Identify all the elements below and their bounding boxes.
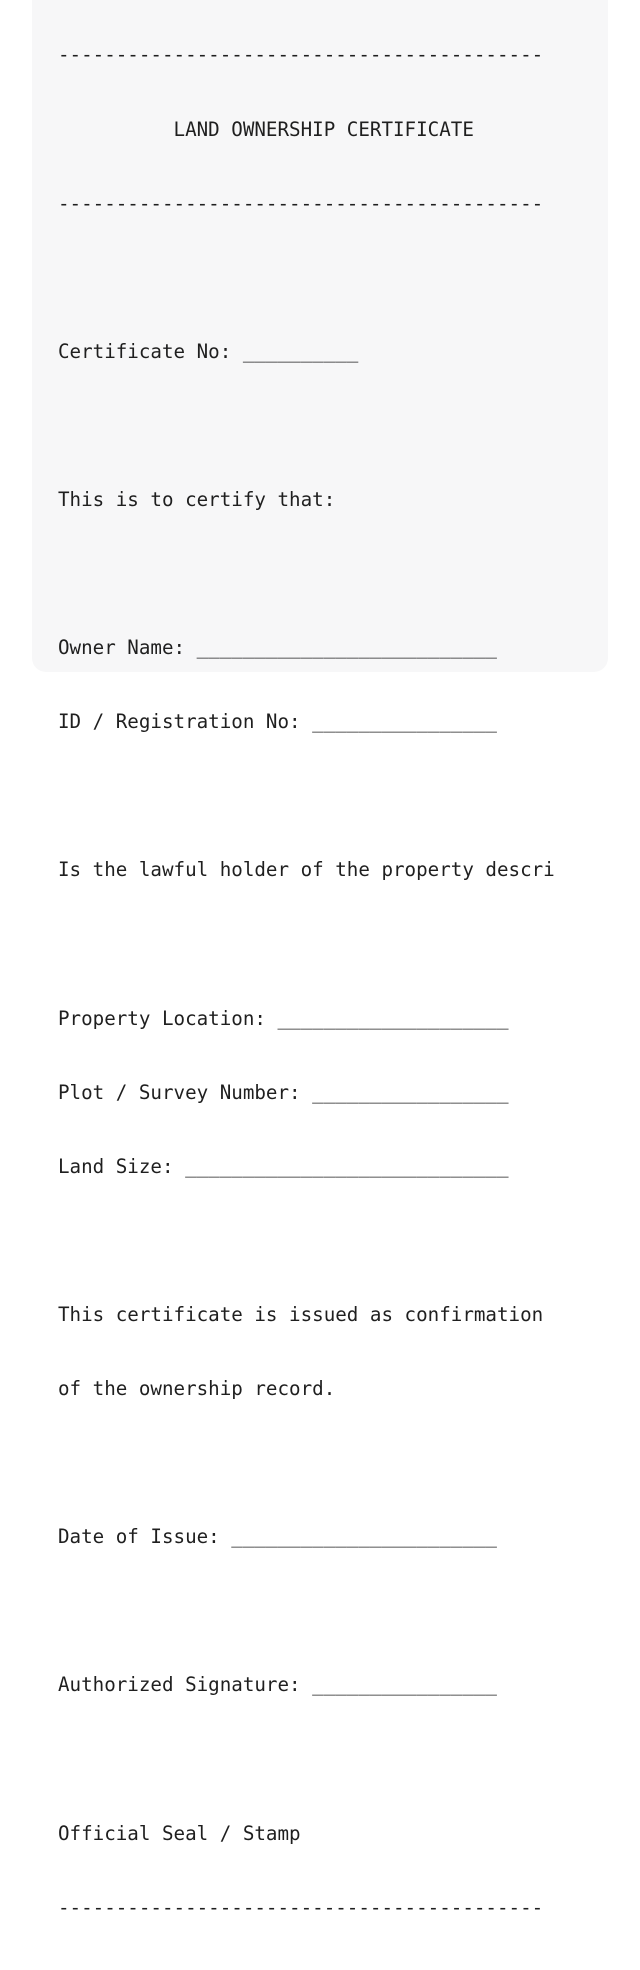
confirmation-statement-line-2: of the ownership record. [58, 1377, 336, 1401]
blank-line [58, 562, 555, 587]
date-of-issue-field: Date of Issue: _______________________ [58, 1525, 497, 1549]
certificate-number-field: Certificate No: __________ [58, 339, 359, 363]
lawful-holder-statement: Is the lawful holder of the property descri [58, 858, 555, 882]
land-size-field: Land Size: ____________________________ [58, 1154, 509, 1178]
blank-line [58, 266, 555, 291]
top-border-line: ------------------------------------------ [58, 43, 544, 67]
authorized-signature-field: Authorized Signature: ________________ [58, 1673, 497, 1697]
blank-line [58, 1599, 555, 1624]
blank-line [58, 1748, 555, 1773]
registration-number-field: ID / Registration No: ________________ [58, 710, 497, 734]
blank-line [58, 414, 555, 439]
certificate-text [58, 0, 555, 1970]
official-seal-label: Official Seal / Stamp [58, 1821, 301, 1845]
blank-line [58, 784, 555, 809]
blank-line [58, 1451, 555, 1476]
certificate-title: LAND OWNERSHIP CERTIFICATE [58, 117, 474, 141]
owner-name-field: Owner Name: __________________________ [58, 636, 497, 660]
document-panel [32, 0, 608, 1919]
blank-line [58, 933, 555, 958]
plot-survey-number-field: Plot / Survey Number: _________________ [58, 1080, 509, 1104]
bottom-border-line: ------------------------------------------ [58, 1895, 544, 1919]
confirmation-statement-line-1: This certificate is issued as confirmation [58, 1303, 544, 1326]
certify-statement: This is to certify that: [58, 487, 336, 511]
property-location-field: Property Location: ____________________ [58, 1006, 509, 1030]
blank-line [58, 1229, 555, 1254]
title-border-line: ------------------------------------------ [58, 191, 544, 215]
